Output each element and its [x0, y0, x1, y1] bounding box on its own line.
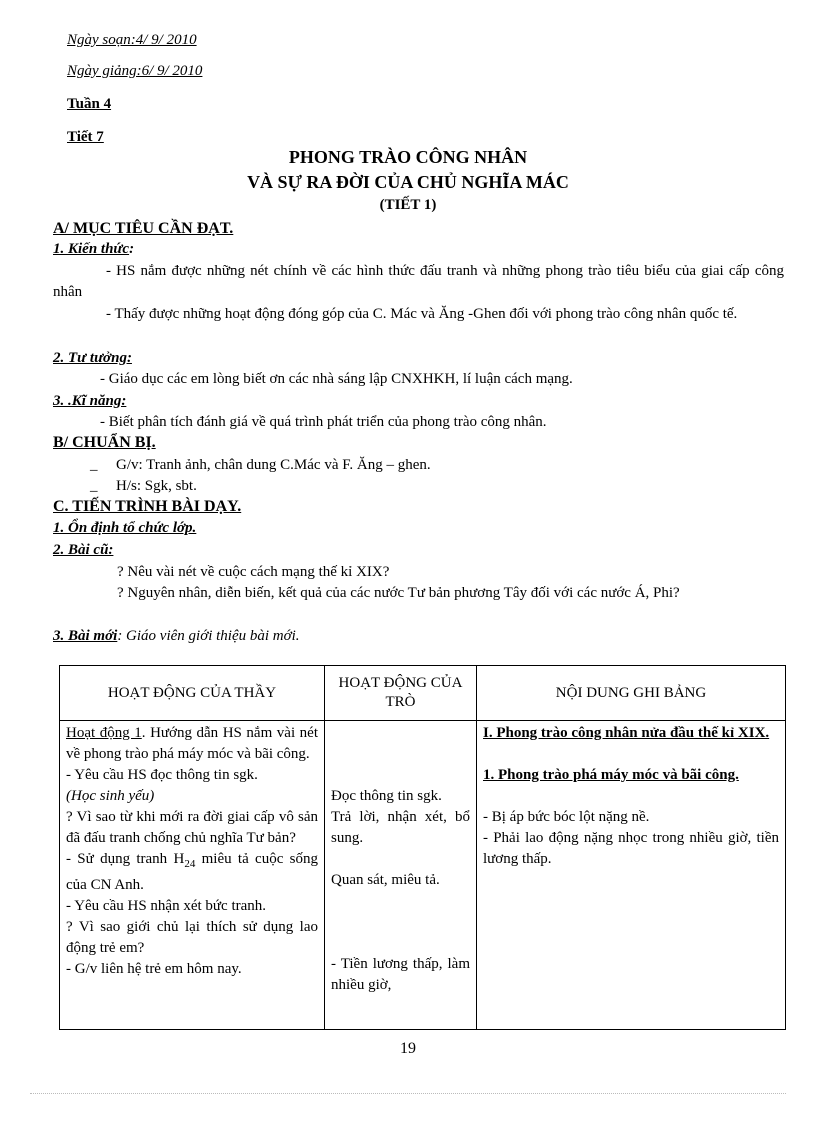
- prep-item-teacher: _ G/v: Tranh ảnh, chân dung C.Mác và F. Ăng – ghen.: [90, 457, 431, 473]
- board-point-2: - Phải lao động nặng nhọc trong nhiều giờ, tiền lương thấp.: [483, 830, 779, 867]
- step-1: 1. Ổn định tổ chức lớp.: [53, 520, 197, 536]
- section-a-heading: A/ MỤC TIÊU CẦN ĐẠT.: [53, 220, 234, 237]
- board-cell: [477, 721, 786, 1030]
- title-line-2: VÀ SỰ RA ĐỜI CỦA CHỦ NGHĨA MÁC: [247, 172, 569, 192]
- knowledge-heading: 1. Kiến thức:: [53, 241, 135, 257]
- period-label: Tiết 7: [67, 129, 104, 145]
- thought-heading: 2. Tư tưởng:: [53, 350, 132, 366]
- board-point-1: - Bị áp bức bóc lột nặng nề.: [483, 809, 650, 825]
- lesson-table: [59, 665, 786, 1030]
- student-step-1: Đọc thông tin sgk.: [331, 788, 442, 804]
- activity-1: Hoạt động 1. Hướng dẫn HS nắm vài nét về phong trào phá máy móc và bãi công.: [66, 725, 318, 762]
- prep-item-student: _ H/s: Sgk, sbt.: [90, 478, 197, 494]
- student-step-3: Quan sát, miêu tả.: [331, 872, 440, 888]
- table-header-row: [60, 666, 786, 721]
- header-student: HOẠT ĐỘNG CỦA TRÒ: [325, 666, 477, 721]
- section-b-heading: B/ CHUẨN BỊ.: [53, 434, 156, 451]
- page-number: 19: [400, 1040, 416, 1057]
- table-row: [60, 721, 786, 1030]
- teacher-step-4: - Yêu cầu HS nhận xét bức tranh.: [66, 898, 267, 914]
- old-question-2: ? Nguyên nhân, diễn biến, kết quả của các nước Tư bản phương Tây đối với các nước Á, Phi?: [117, 585, 680, 601]
- prep-date: Ngày soạn:4/ 9/ 2010: [67, 32, 197, 48]
- thought-paragraph: - Giáo dục các em lòng biết ơn các nhà sáng lập CNXHKH, lí luận cách mạng.: [100, 371, 573, 387]
- title-line-1: PHONG TRÀO CÔNG NHÂN: [288, 147, 528, 167]
- teacher-step-6: - G/v liên hệ trẻ em hôm nay.: [66, 961, 242, 977]
- board-subheading: 1. Phong trào phá máy móc và bãi công.: [483, 767, 739, 783]
- teacher-step-2: ? Vì sao từ khi mới ra đời giai cấp vô sản đã đấu tranh chống chủ nghĩa Tư bản?: [66, 809, 318, 846]
- knowledge-paragraph-2: - Thấy được những hoạt động đóng góp của C. Mác và Ăng -Ghen đối với phong trào công nhân quốc tế.: [106, 306, 738, 322]
- teacher-step-3: - Sử dụng tranh $H_{24}$ miêu tả cuộc sống của CN Anh.: [66, 851, 318, 893]
- teacher-cell: [60, 721, 325, 1030]
- section-c-heading: C. TIẾN TRÌNH BÀI DẠY.: [53, 498, 242, 515]
- header-board: NỘI DUNG GHI BẢNG: [477, 666, 786, 721]
- teach-date: Ngày giảng:6/ 9/ 2010: [67, 63, 203, 79]
- teacher-step-1: - Yêu cầu HS đọc thông tin sgk.: [66, 767, 258, 783]
- teacher-step-5: ? Vì sao giới chủ lại thích sử dụng lao động trẻ em?: [66, 919, 318, 956]
- student-cell: [325, 721, 477, 1030]
- knowledge-paragraph-1: - HS nắm được những nét chính về các hình thức đấu tranh và những phong trào tiêu biểu của giai cấp công nhân: [53, 263, 784, 300]
- footer-divider: [30, 1093, 786, 1094]
- header-teacher: HOẠT ĐỘNG CỦA THẦY: [60, 666, 325, 721]
- old-question-1: ? Nêu vài nét về cuộc cách mạng thế kỉ XIX?: [117, 564, 390, 580]
- step-3: 3. Bài mới: Giáo viên giới thiệu bài mới.: [53, 628, 300, 644]
- board-heading: I. Phong trào công nhân nửa đầu thế kỉ XIX.: [483, 725, 770, 741]
- week-label: Tuần 4: [67, 96, 112, 112]
- title-line-3: (TIẾT 1): [379, 197, 437, 213]
- skill-heading: 3. .Kĩ năng:: [53, 393, 127, 409]
- student-step-2: Trả lời, nhận xét, bổ sung.: [331, 809, 470, 846]
- skill-paragraph: - Biết phân tích đánh giá về quá trình phát triển của phong trào công nhân.: [100, 414, 547, 430]
- student-step-4: - Tiền lương thấp, làm nhiều giờ,: [331, 956, 470, 993]
- teacher-step-1-note: (Học sinh yếu): [66, 788, 155, 804]
- step-2: 2. Bài cũ:: [53, 542, 114, 558]
